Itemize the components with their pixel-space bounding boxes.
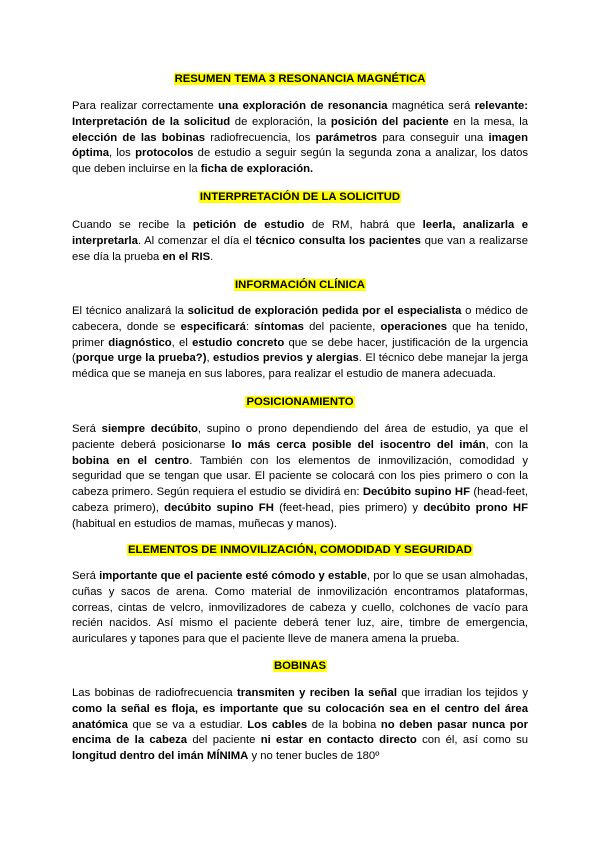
text-run: de RM, habrá que <box>304 219 423 231</box>
text-run: de estudio a seguir según la segunda zona a analizar, los datos que deben incluirse en la <box>72 147 529 176</box>
text-run: en la mesa, la <box>448 115 529 128</box>
bold-text-run: diagnóstico <box>108 336 172 349</box>
bold-text-run: lo más cerca posible del isocentro del imán <box>231 438 486 451</box>
bold-text-run: en el RIS <box>162 250 211 263</box>
text-run: radiofrecuencia, los <box>205 131 316 144</box>
section-heading-text: INFORMACIÓN CLÍNICA <box>235 279 365 291</box>
text-run: , los <box>109 147 136 160</box>
bold-text-run: protocolos <box>135 147 194 160</box>
bold-text-run: Interpretación de la solicitud <box>72 115 231 128</box>
text-run: para conseguir una <box>377 131 489 144</box>
text-run: , supino o prono dependiendo del área de estudio, ya que el paciente deberá posicionarse <box>72 423 528 451</box>
elementos-paragraph <box>72 569 528 648</box>
text-run: magnética será <box>387 100 475 112</box>
section-heading-posicionamiento <box>0 395 600 409</box>
bold-text-run: técnico consulta los pacientes <box>255 234 421 247</box>
text-run: (head-feet, cabeza primero), <box>72 486 528 514</box>
bold-text-run: Decúbito supino HF <box>362 486 470 499</box>
bold-text-run: especificará <box>180 320 246 333</box>
bold-text-run: como la señal es floja, es importante que su colocación sea en el centro del área anatómica <box>72 702 528 731</box>
section-heading-interpretacion <box>0 190 600 204</box>
text-run: : <box>245 320 255 333</box>
text-run: El técnico analizará la <box>72 305 188 317</box>
text-run: que irradian los tejidos y <box>396 687 528 699</box>
section-heading-text: ELEMENTOS DE INMOVILIZACIÓN, COMODIDAD Y SEGURIDAD <box>128 544 472 556</box>
text-run: Será <box>72 423 102 435</box>
bold-text-run: siempre decúbito <box>101 423 198 435</box>
text-run: de la bobina <box>307 718 381 731</box>
bold-text-run: porque urge la prueba?) <box>75 352 207 365</box>
document-title-text: RESUMEN TEMA 3 RESONANCIA MAGNÉTICA <box>174 73 426 85</box>
bold-text-run: operaciones <box>380 320 448 333</box>
text-run: (feet-head, pies primero) y <box>273 501 424 514</box>
bold-text-run: solicitud de exploración pedida por el especialista <box>187 305 462 317</box>
text-run: que se debe hacer, justificación de la urgencia ( <box>72 336 528 365</box>
bold-text-run: petición de estudio <box>192 219 305 231</box>
section-heading-bobinas <box>0 659 600 673</box>
text-run: Para realizar correctamente <box>72 100 219 112</box>
bold-text-run: no deben pasar nunca por encima de la cabeza <box>72 718 528 747</box>
text-run: que se va a estudiar. <box>127 718 248 731</box>
text-run: de exploración, la <box>230 115 331 128</box>
bold-text-run: leerla, analizarla e interpretarla <box>72 219 529 247</box>
text-run: (habitual en estudios de mamas, muñecas y manos). <box>72 517 337 530</box>
text-run: , por lo que se usan almohadas, cuñas y sacos de arena. Como material de inmovilización encontramos plataformas, correas, cintas de velcro, inmovilizadores de cabeza y cuello, colchones de vacío para recién nacidos. Así mismo el paciente deberá tener luz, aire, timbre de emergencia, auriculares y tapones para que el paciente lleve de manera amena la prueba. <box>72 570 528 646</box>
bold-text-run: estudio concreto <box>192 336 285 349</box>
bold-text-run: longitud dentro del imán MÍNIMA <box>72 750 249 763</box>
section-heading-text: POSICIONAMIENTO <box>246 396 354 408</box>
bold-text-run: decúbito prono HF <box>423 501 528 514</box>
bold-text-run: ni estar en contacto directo <box>260 734 417 747</box>
text-run: con él, así como su <box>416 734 529 747</box>
bold-text-run: posición del paciente <box>330 115 449 128</box>
text-run: Será <box>72 570 100 582</box>
text-run: Las bobinas de radiofrecuencia <box>72 687 238 699</box>
bold-text-run: transmiten y reciben la señal <box>237 687 397 699</box>
bobinas-paragraph <box>72 686 528 765</box>
text-run: , <box>206 352 213 365</box>
text-run: y no tener bucles de 180º <box>248 750 380 763</box>
section-heading-elementos <box>0 543 600 557</box>
bold-text-run: Los cables <box>247 718 308 731</box>
bold-text-run: decúbito supino FH <box>164 501 274 514</box>
bold-text-run: elección de las bobinas <box>72 131 206 144</box>
text-run: , el <box>171 336 193 349</box>
text-run: que van a realizarse ese día la prueba <box>72 234 528 263</box>
section-heading-informacion-clinica <box>0 278 600 292</box>
text-run: o médico de cabecera, donde se <box>72 305 528 333</box>
bold-text-run: síntomas <box>254 320 304 333</box>
text-run: del paciente <box>187 734 261 747</box>
informacion-clinica-paragraph <box>72 304 528 383</box>
posicionamiento-paragraph <box>72 422 528 533</box>
bold-text-run: parámetros <box>315 131 378 144</box>
bold-text-run: estudios previos y alergias <box>212 352 359 365</box>
bold-text-run: importante que el paciente esté cómodo y estable <box>99 570 367 582</box>
bold-text-run: imagen óptima <box>72 131 528 160</box>
text-run: . Al comenzar el día el <box>137 234 256 247</box>
text-run: . El técnico debe manejar la jerga médica que se maneja en sus labores, para realizar el estudio de manera adecuada. <box>72 352 528 381</box>
section-heading-text: INTERPRETACIÓN DE LA SOLICITUD <box>199 191 401 203</box>
text-run: Cuando se recibe la <box>72 219 193 231</box>
intro-paragraph <box>72 99 528 178</box>
text-run: , con la <box>485 438 528 451</box>
text-run: . También con los elementos de inmovilización, comodidad y seguridad que se tengan que usar. El paciente se colocará con los pies primero o con la cabeza primero. Según requiera el estudio se dividirá en: <box>72 454 528 499</box>
bold-text-run: una exploración de resonancia <box>218 100 388 112</box>
document-title <box>0 72 600 86</box>
bold-text-run: bobina en el centro <box>72 454 190 467</box>
section-heading-text: BOBINAS <box>273 660 327 672</box>
bold-text-run: ficha de exploración. <box>200 163 314 176</box>
text-run: del paciente, <box>303 320 381 333</box>
text-run: . <box>210 250 214 263</box>
bold-text-run: relevante: <box>474 100 528 112</box>
interpretacion-paragraph <box>72 218 528 265</box>
text-run: que ha tenido, primer <box>72 320 529 349</box>
